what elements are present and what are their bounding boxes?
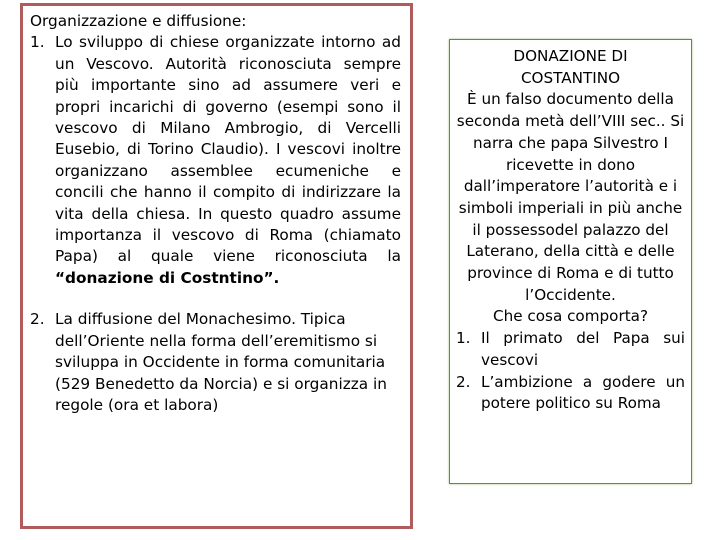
list-item-number: 1. bbox=[30, 33, 45, 52]
list-item-text bbox=[55, 32, 401, 289]
right-callout-panel bbox=[449, 39, 692, 484]
callout-body: È un falso documento della seconda metà dell’VIII sec.. Si narra che papa Silvestro I ricevette in dono dall’imperatore l’autorità e i simboli imperiali in più anche il possessodel palazzo del Laterano, della città e delle province di Roma e di tutto l’Occidente. bbox=[456, 90, 685, 304]
callout-point-number: 2. bbox=[456, 372, 471, 391]
callout-point bbox=[456, 372, 685, 415]
callout-title-line2: COSTANTINO bbox=[520, 68, 621, 87]
list-item-text: La diffusione del Monachesimo. Tipica dell’Oriente nella forma dell’eremitismo si sviluppa in Occidente in forma comunitaria (529 Benedetto da Norcia) e si organizza in regole (ora et labora) bbox=[55, 310, 387, 414]
list-item-text-bold: “donazione di Costntino”. bbox=[55, 268, 280, 287]
panel-heading: Organizzazione e diffusione: bbox=[30, 12, 247, 30]
list-item bbox=[30, 309, 401, 416]
list-item-text-plain: Lo sviluppo di chiese organizzate intorno ad un Vescovo. Autorità riconosciuta sempre più importante sino ad assumere veri e propri incarichi di governo (esempi sono il vescovo di Milano Ambrogio, di Vercelli Eusebio, di Torino Claudio). I vescovi inoltre organizzano assemblee ecumeniche e concili che hanno il compito di indirizzare la vita della chiesa. In questo quadro assume importanza il vescovo di Roma (chiamato Papa) al quale viene riconosciuta la bbox=[55, 33, 401, 266]
callout-point bbox=[456, 328, 685, 371]
callout-point-number: 1. bbox=[456, 329, 471, 348]
list-item bbox=[30, 32, 401, 289]
callout-point-text: L’ambizione a godere un potere politico su Roma bbox=[481, 372, 685, 413]
callout-point-text: Il primato del Papa sui vescovi bbox=[481, 329, 685, 369]
callout-title-line1: DONAZIONE DI bbox=[513, 47, 628, 65]
list-item-number: 2. bbox=[30, 310, 45, 329]
callout-question: Che cosa comporta? bbox=[492, 307, 649, 326]
left-text-panel bbox=[20, 3, 413, 529]
